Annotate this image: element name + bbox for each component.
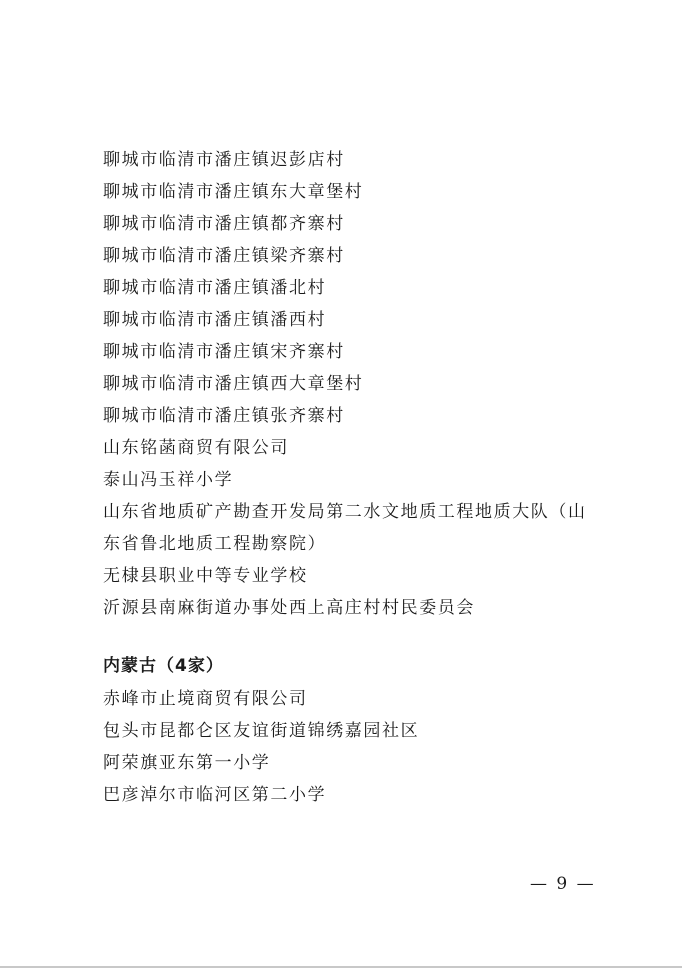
list-item: 聊城市临清市潘庄镇东大章堡村 [103,182,364,202]
list-item: 聊城市临清市潘庄镇迟彭店村 [103,150,345,170]
list-item: 山东铭菡商贸有限公司 [103,438,289,458]
list-item: 聊城市临清市潘庄镇潘北村 [103,278,327,298]
list-item: 包头市昆都仑区友谊街道锦绣嘉园社区 [103,721,420,741]
list-item: 聊城市临清市潘庄镇都齐寨村 [103,214,345,234]
list-item: 泰山冯玉祥小学 [103,470,234,490]
list-item: 无棣县职业中等专业学校 [103,566,308,586]
list-item: 沂源县南麻街道办事处西上高庄村村民委员会 [103,598,475,618]
page-number: — 9 — [530,874,596,894]
section-title: 内蒙古（4家） [103,656,224,676]
section-list [103,683,603,811]
list-item: 山东省地质矿产勘查开发局第二水文地质工程地质大队（山东省鲁北地质工程勘察院） [103,502,587,554]
list-item: 聊城市临清市潘庄镇西大章堡村 [103,374,364,394]
list-item: 聊城市临清市潘庄镇梁齐寨村 [103,246,345,266]
bottom-divider [0,966,682,968]
region-section-inner-mongolia [103,653,603,811]
list-item: 巴彦淖尔市临河区第二小学 [103,785,327,805]
organization-list [103,144,603,624]
list-item: 聊城市临清市潘庄镇张齐寨村 [103,406,345,426]
list-item: 赤峰市止境商贸有限公司 [103,689,308,709]
list-item: 聊城市临清市潘庄镇宋齐寨村 [103,342,345,362]
list-item: 阿荣旗亚东第一小学 [103,753,271,773]
list-item: 聊城市临清市潘庄镇潘西村 [103,310,327,330]
